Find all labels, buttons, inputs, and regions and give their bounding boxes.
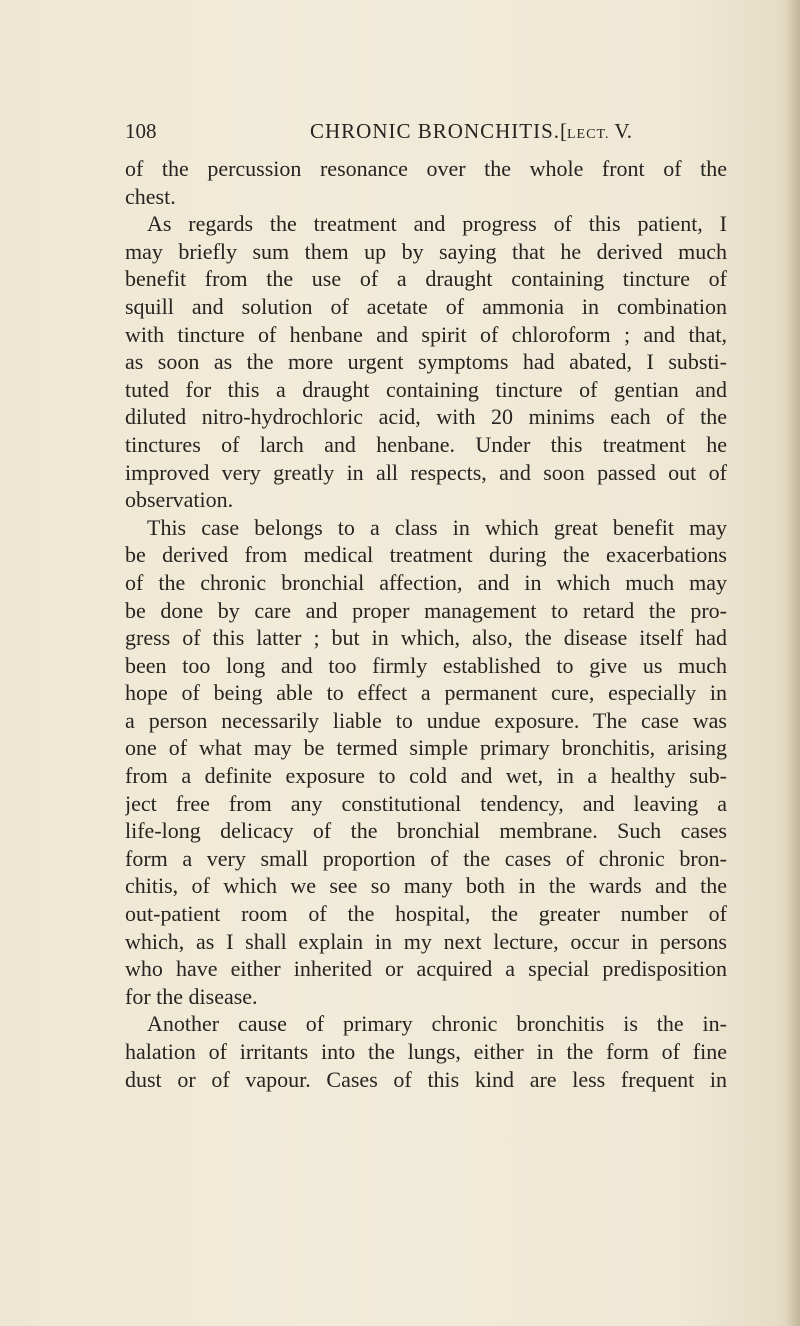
text-line: with tincture of henbane and spirit of chloroform ; and that, [125,321,727,347]
text-line: of the percussion resonance over the whole front of the [125,156,727,181]
body-text [125,155,727,1093]
text-line: This case belongs to a class in which great benefit may [147,514,727,540]
lecture-reference [560,114,632,152]
text-line: may briefly sum them up by saying that he derived much [125,238,727,264]
text-line: observation. [125,487,234,513]
text-line: one of what may be termed simple primary bronchitis, arising [125,735,727,761]
text-line: of the chronic bronchial affection, and in which much may [125,569,727,595]
chapter-title: CHRONIC BRONCHITIS. [310,119,561,143]
text-line: a person necessarily liable to undue exposure. The case was [125,707,727,733]
text-line: dust or of vapour. Cases of this kind are less frequent in [125,1066,727,1092]
text-line: Another cause of primary chronic bronchitis is the in- [147,1011,727,1037]
running-head [125,114,725,148]
text-line: be done by care and proper management to retard the pro- [125,597,727,623]
page-edge-shadow [786,0,800,1326]
text-line: gress of this latter ; but in which, also, the disease itself had [125,625,727,651]
text-line: hope of being able to effect a permanent cure, especially in [125,680,727,706]
lecture-number: V. [614,119,633,143]
text-line: who have either inherited or acquired a special predisposition [125,956,727,982]
text-line: chitis, of which we see so many both in the wards and the [125,873,727,899]
text-line: benefit from the use of a draught containing tincture of [125,266,727,292]
text-line: chest. [125,183,176,209]
text-line: improved very greatly in all respects, and soon passed out of [125,459,727,485]
text-line: form a very small proportion of the cases of chronic bron- [125,845,727,871]
text-line: as soon as the more urgent symptoms had abated, I substi- [125,349,727,375]
text-line: halation of irritants into the lungs, either in the form of fine [125,1039,727,1064]
text-line: As regards the treatment and progress of this patient, I [147,211,727,237]
lecture-bracket: [ [560,119,567,143]
text-line: tuted for this a draught containing tincture of gentian and [125,376,727,402]
text-line: diluted nitro-hydrochloric acid, with 20 minims each of the [125,404,727,430]
text-line: ject free from any constitutional tendency, and leaving a [125,790,727,816]
text-line: for the disease. [125,983,258,1009]
text-line: be derived from medical treatment during the exacerbations [125,542,727,568]
text-line: been too long and too firmly established to give us much [125,652,727,678]
text-line: which, as I shall explain in my next lecture, occur in persons [125,928,727,954]
page-number: 108 [125,119,157,143]
text-line: from a definite exposure to cold and wet, in a healthy sub- [125,763,727,789]
text-line: life-long delicacy of the bronchial membrane. Such cases [125,818,727,844]
text-line: tinctures of larch and henbane. Under this treatment he [125,431,727,457]
text-line: out-patient room of the hospital, the greater number of [125,901,727,927]
text-line: squill and solution of acetate of ammonia in combination [125,293,727,319]
lecture-label: LECT. [567,127,610,142]
